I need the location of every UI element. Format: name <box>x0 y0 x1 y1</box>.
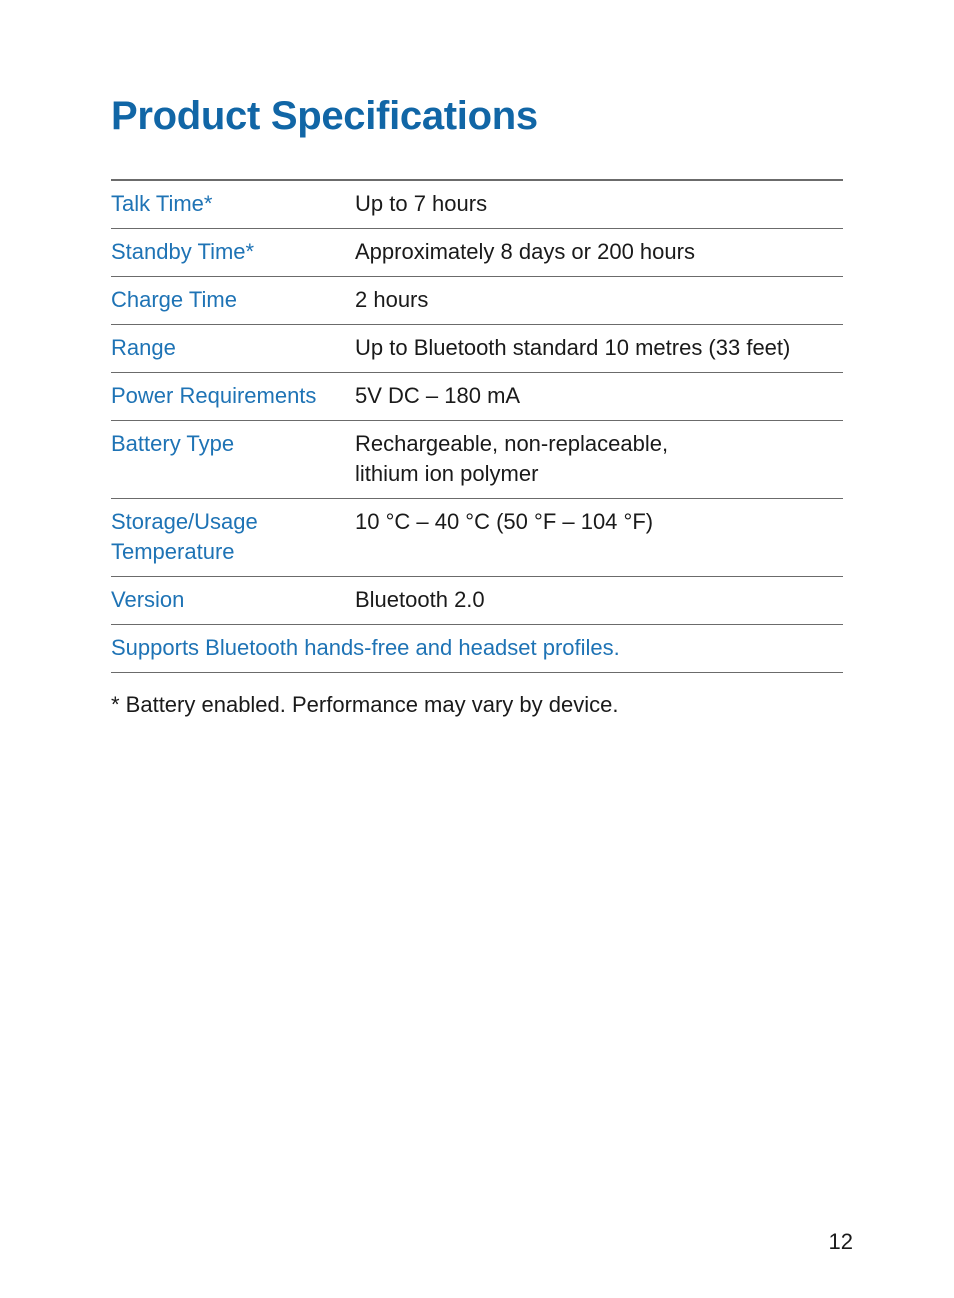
spec-value: 2 hours <box>355 277 843 325</box>
spec-label: Version <box>111 577 355 625</box>
spec-label: Range <box>111 325 355 373</box>
profiles-note: Supports Bluetooth hands-free and headset profiles. <box>111 625 843 673</box>
spec-value-line: Rechargeable, non-replaceable, <box>355 431 669 456</box>
spec-row-profiles-note <box>111 625 843 673</box>
page-title: Product Specifications <box>111 94 538 138</box>
spec-row-range <box>111 325 843 373</box>
spec-label-line: Storage/Usage <box>111 509 258 534</box>
spec-value: Bluetooth 2.0 <box>355 577 843 625</box>
spec-row-battery-type <box>111 421 843 499</box>
spec-label: Talk Time* <box>111 180 355 229</box>
spec-label: Power Requirements <box>111 373 355 421</box>
spec-label: Standby Time* <box>111 229 355 277</box>
spec-value-line: lithium ion polymer <box>355 461 539 486</box>
page-number: 12 <box>828 1229 853 1254</box>
specifications-table <box>111 179 843 673</box>
footnote: * Battery enabled. Performance may vary by device. <box>111 692 619 717</box>
spec-row-temperature <box>111 499 843 577</box>
spec-value <box>355 421 843 499</box>
spec-label-line: Temperature <box>111 539 235 564</box>
spec-label: Battery Type <box>111 421 355 499</box>
spec-value: 5V DC – 180 mA <box>355 373 843 421</box>
spec-label: Charge Time <box>111 277 355 325</box>
spec-row-charge-time <box>111 277 843 325</box>
spec-value: Up to 7 hours <box>355 180 843 229</box>
spec-value: Approximately 8 days or 200 hours <box>355 229 843 277</box>
spec-row-talk-time <box>111 180 843 229</box>
spec-row-version <box>111 577 843 625</box>
spec-value: 10 °C – 40 °C (50 °F – 104 °F) <box>355 499 843 577</box>
spec-label <box>111 499 355 577</box>
spec-row-power-requirements <box>111 373 843 421</box>
spec-value: Up to Bluetooth standard 10 metres (33 feet) <box>355 325 843 373</box>
spec-row-standby-time <box>111 229 843 277</box>
